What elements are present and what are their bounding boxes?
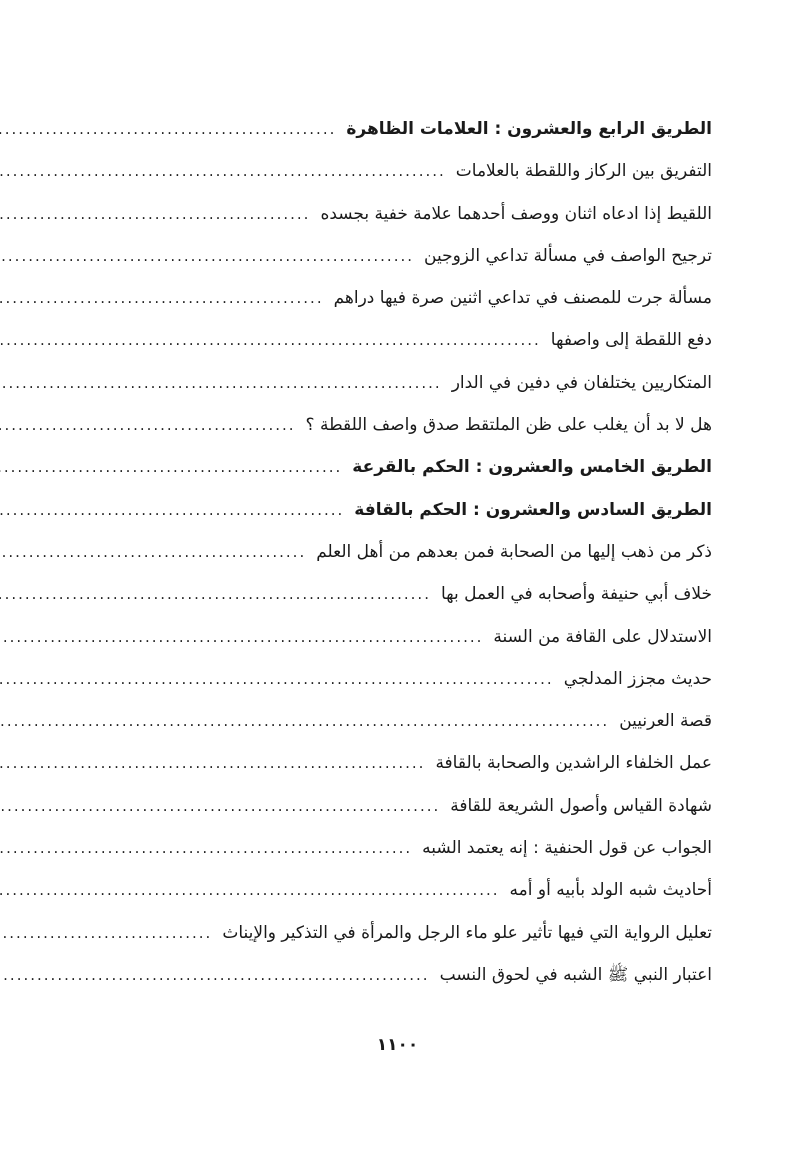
toc-section-heading — [84, 108, 712, 150]
toc-entry-title: قصة العرنيين — [619, 711, 712, 732]
toc-entry — [84, 193, 712, 235]
toc-entry-title: مسألة جرت للمصنف في تداعي اثنين صرة فيها دراهم — [333, 288, 712, 309]
dot-leader — [0, 150, 450, 192]
toc-entry — [84, 954, 712, 996]
toc-entry — [84, 616, 712, 658]
toc-entry — [84, 277, 712, 319]
dot-leader — [0, 616, 487, 658]
toc-entry-title: أحاديث شبه الولد بأبيه أو أمه — [509, 880, 712, 901]
toc-entry-title: هل لا بد أن يغلب على ظن الملتقط صدق واصف اللقطة ؟ — [305, 415, 712, 436]
toc-entry — [84, 785, 712, 827]
toc-entry — [84, 362, 712, 404]
dot-leader — [0, 700, 613, 742]
dot-leader — [0, 108, 340, 150]
dot-leader — [0, 489, 348, 531]
dot-leader — [0, 658, 558, 700]
toc-entry-title: ترجيح الواصف في مسألة تداعي الزوجين — [424, 245, 712, 266]
dot-leader — [0, 954, 434, 996]
dot-leader — [0, 319, 545, 361]
toc-entry-title: دفع اللقطة إلى واصفها — [550, 330, 712, 351]
toc-entry-title: اعتبار النبي ﷺ الشبه في لحوق النسب — [439, 964, 712, 985]
toc-entry-title: التفريق بين الركاز واللقطة بالعلامات — [455, 161, 712, 182]
toc-entry-title: عمل الخلفاء الراشدين والصحابة بالقافة — [435, 753, 712, 774]
toc-entry — [84, 742, 712, 784]
toc-entry — [84, 827, 712, 869]
toc-entry-title: الاستدلال على القافة من السنة — [493, 626, 712, 647]
dot-leader — [0, 742, 429, 784]
dot-leader — [0, 446, 346, 488]
toc-section-heading — [84, 446, 712, 488]
toc-entry-title: الطريق الرابع والعشرون : العلامات الظاهرة — [346, 119, 712, 139]
dot-leader — [0, 235, 418, 277]
toc-entry-title: اللقيط إذا ادعاه اثنان ووصف أحدهما علامة خفية بجسده — [320, 203, 712, 224]
dot-leader — [0, 193, 314, 235]
toc-entry — [84, 912, 712, 954]
dot-leader — [0, 827, 416, 869]
toc-entry-title: الطريق السادس والعشرون : الحكم بالقافة — [354, 499, 712, 520]
toc-entry — [84, 150, 712, 192]
toc-entry-title: شهادة القياس وأصول الشريعة للقافة — [450, 795, 712, 816]
dot-leader — [0, 531, 310, 573]
toc-entry — [84, 700, 712, 742]
toc-entry — [84, 573, 712, 615]
toc-entry-title: ذكر من ذهب إليها من الصحابة فمن بعدهم من أهل العلم — [316, 541, 712, 562]
toc-entry-title: خلاف أبي حنيفة وأصحابه في العمل بها — [440, 584, 712, 605]
dot-leader — [0, 785, 444, 827]
dot-leader — [0, 869, 504, 911]
dot-leader — [0, 362, 446, 404]
toc-entry-title: المتكاريين يختلفان في دفين في الدار — [451, 372, 712, 393]
dot-leader — [0, 912, 216, 954]
toc-entry-title: الطريق الخامس والعشرون : الحكم بالقرعة — [352, 457, 712, 478]
dot-leader — [0, 277, 328, 319]
page-number: ١١٠٠ — [376, 1035, 419, 1055]
toc-entry — [84, 319, 712, 361]
dot-leader — [0, 404, 300, 446]
toc-entry — [84, 531, 712, 573]
toc-entry — [84, 235, 712, 277]
toc-entry — [84, 658, 712, 700]
toc-entry-title: حديث مجزز المدلجي — [563, 668, 712, 689]
toc-entry — [84, 869, 712, 911]
toc-entry-title: الجواب عن قول الحنفية : إنه يعتمد الشبه — [422, 838, 712, 859]
toc-entry-title: تعليل الرواية التي فيها تأثير علو ماء الرجل والمرأة في التذكير والإيناث — [222, 922, 712, 943]
table-of-contents — [84, 108, 712, 996]
toc-section-heading — [84, 489, 712, 531]
dot-leader — [0, 573, 435, 615]
toc-entry — [84, 404, 712, 446]
